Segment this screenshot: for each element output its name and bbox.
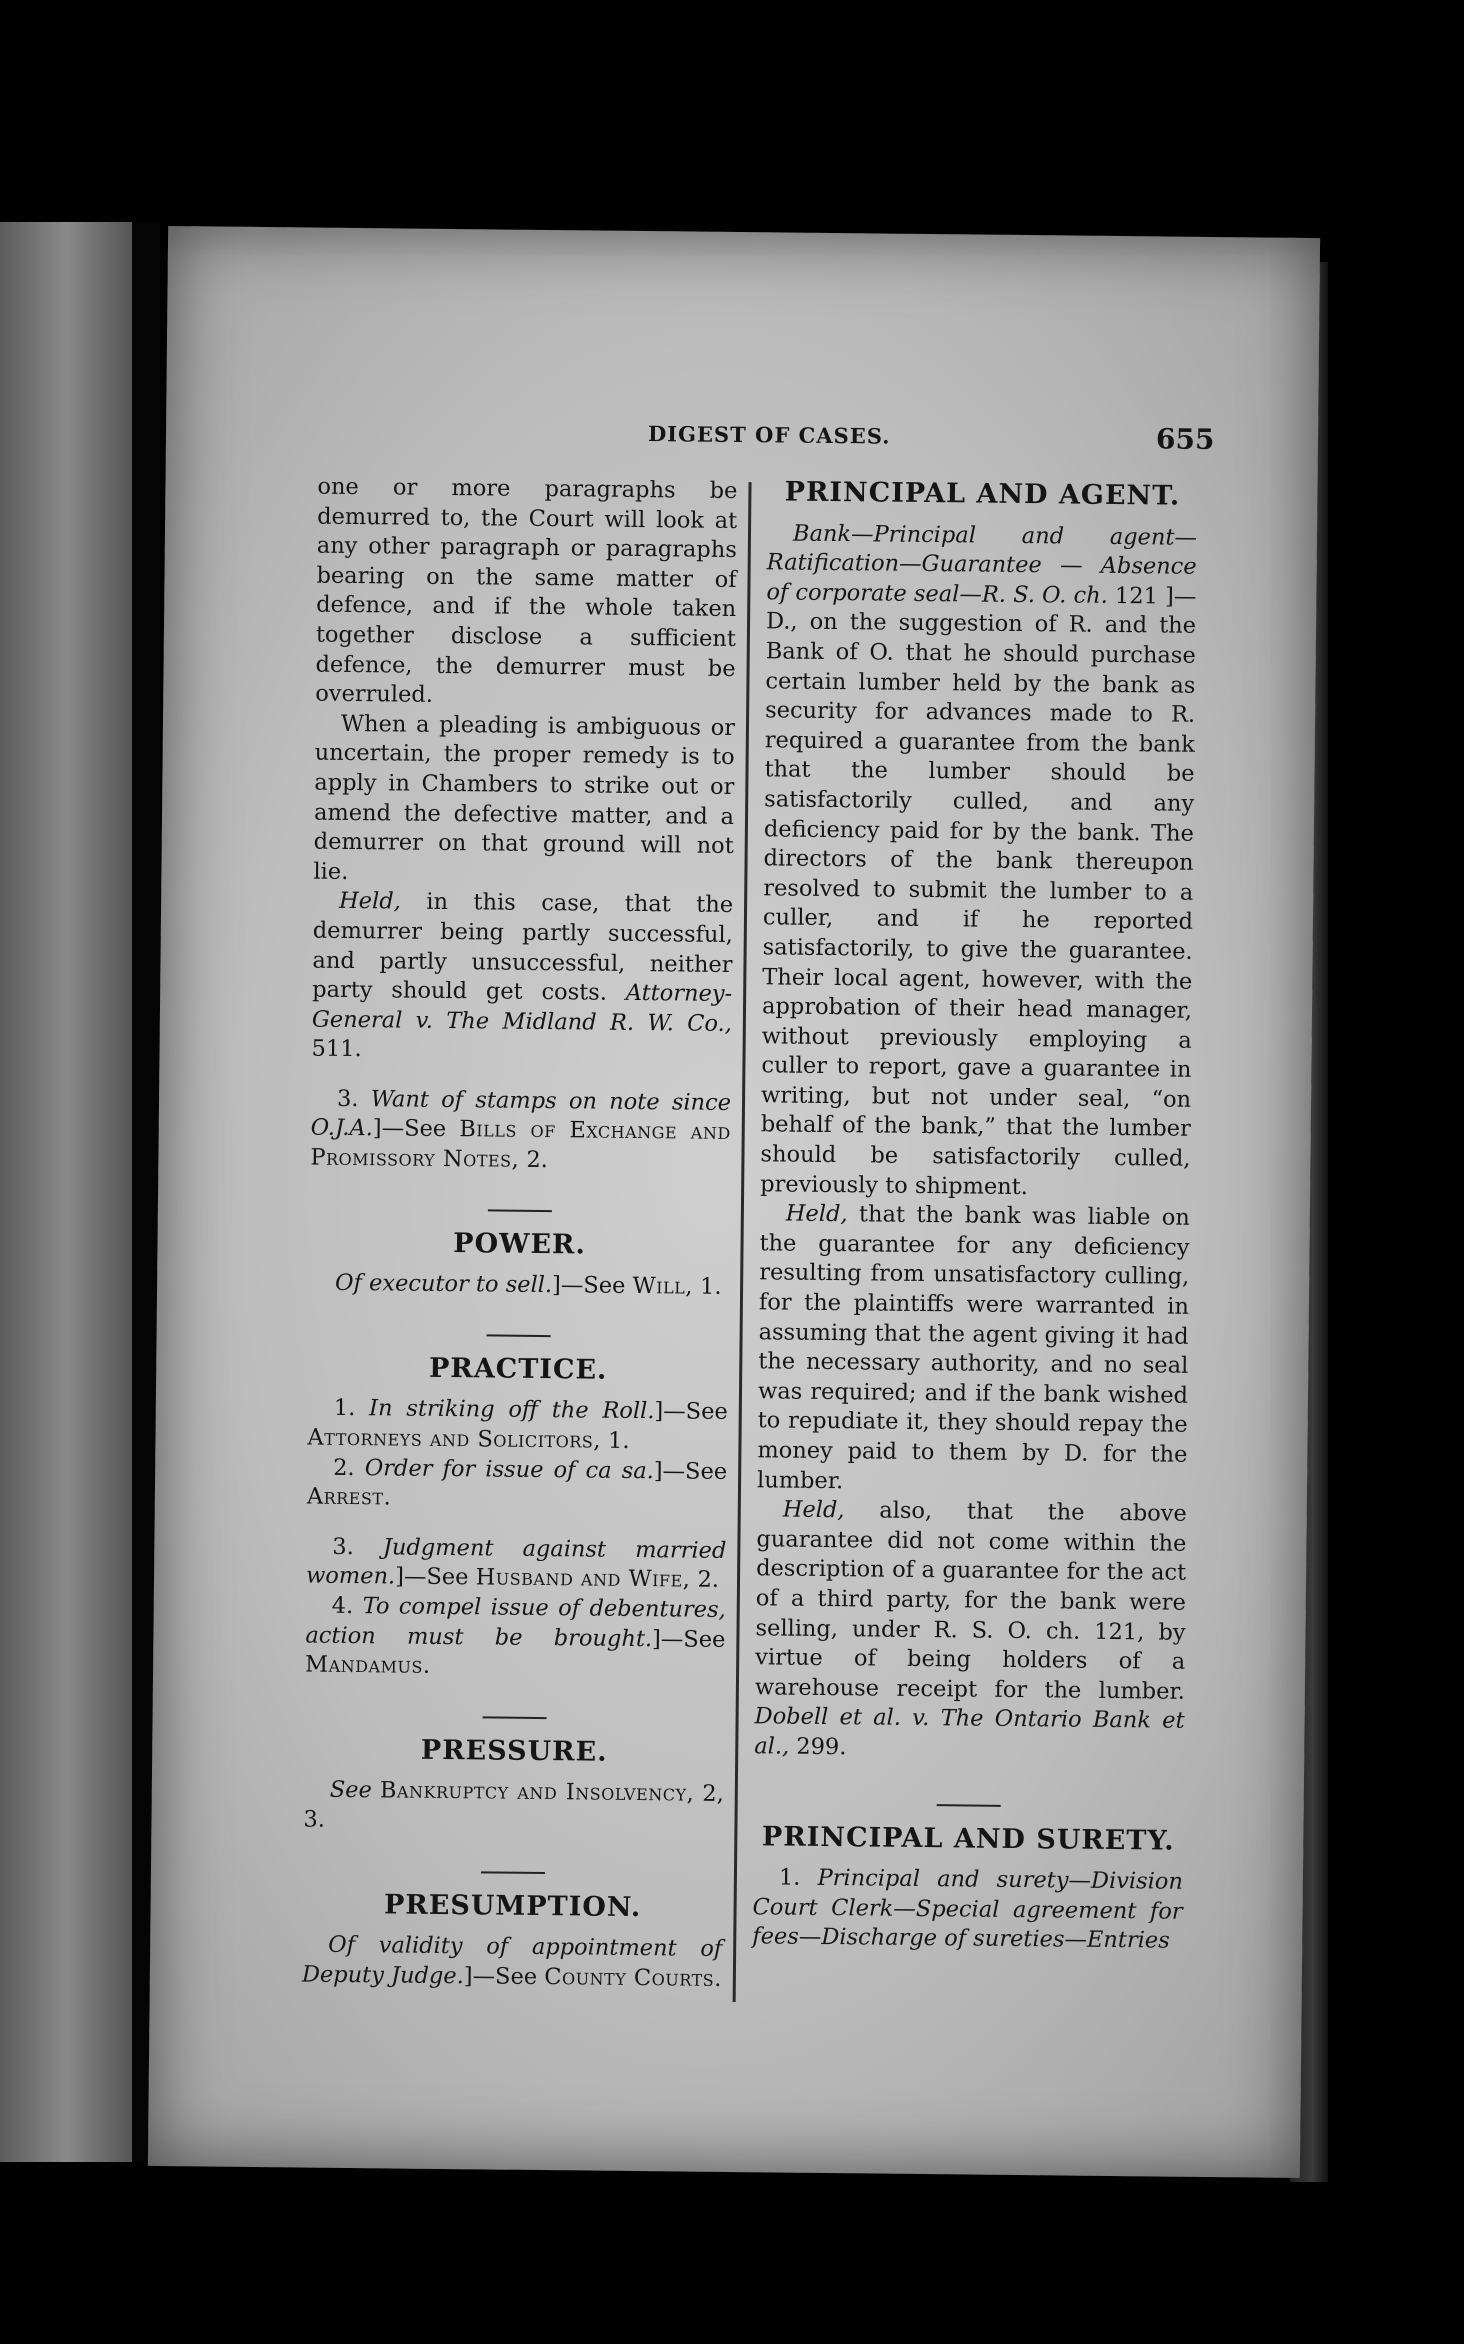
pressure-entry <box>303 1776 724 1840</box>
continuation-paragraph: one or more paragraphs be demurred to, the Court will look at any other paragraph or paragraphs bearing on the same matter of defence, and if the whole taken together disclose a sufficient defence, the demurrer must be overruled. <box>315 473 738 708</box>
entry-topic: Of executor to sell. <box>334 1270 553 1299</box>
entry-topic: Principal and surety—Division Court Clerk—Special agreement for fees—Discharge of sureties—Entries <box>752 1865 1184 1954</box>
reference-number: 1. <box>692 1273 722 1301</box>
practice-entry-2 <box>307 1453 728 1517</box>
practice-heading: PRACTICE. <box>428 1352 608 1386</box>
cross-reference: Bills of Exchange and Promissory Notes, <box>310 1116 731 1173</box>
reference-number: 2. <box>519 1146 549 1174</box>
reference-number: 2. <box>690 1566 720 1594</box>
column-divider <box>733 482 752 2002</box>
held-label: Held, <box>782 1496 845 1524</box>
held-text: in this case, that the demurrer being partly successful, and partly unsuccessful, neither party should get costs. <box>312 888 734 1006</box>
cross-reference: Arrest. <box>306 1483 392 1511</box>
held-text: also, that the above guarantee did not come within the description of a guarantee for the act of a third party, for the bank were selling, under R. S. O. ch. 121, by virtue of being holders of a warehouse receipt for the lumber. <box>754 1497 1187 1705</box>
see-text: ]—See <box>551 1272 633 1300</box>
held-label: Held, <box>785 1200 848 1228</box>
entry-topic: Order for issue of ca sa. <box>364 1454 654 1484</box>
left-page-edge <box>0 222 132 2162</box>
entry-topic: Bank—Principal and agent—Ratification—Guarantee — Absence of corporate seal—R. S. O. ch. <box>766 520 1198 609</box>
entry-number: 2. <box>333 1454 365 1481</box>
cross-reference: Bankruptcy and Insolvency, <box>379 1777 695 1807</box>
case-citation: Dobell et al. v. The Ontario Bank et al., <box>754 1703 1185 1760</box>
cross-reference: Husband and Wife, <box>475 1564 691 1593</box>
see-text: ]—See <box>651 1625 726 1653</box>
surety-entry <box>752 1863 1183 1956</box>
case-citation: Attorney-General v. The Midland R. W. Co., <box>311 979 733 1037</box>
entry-number: 1. <box>333 1395 370 1422</box>
power-entry <box>309 1269 729 1303</box>
left-column <box>302 473 738 1995</box>
practice-entry-3 <box>306 1532 727 1596</box>
stamps-entry <box>310 1084 731 1177</box>
agent-headnote <box>760 519 1197 1204</box>
see-text: ]—See <box>395 1563 476 1591</box>
right-column <box>752 477 1197 1956</box>
pressure-heading: PRESSURE. <box>420 1734 608 1768</box>
held-paragraph-1 <box>757 1200 1190 1500</box>
practice-entry-1 <box>307 1394 728 1458</box>
entry-topic: Of validity of appointment of Deputy Judge. <box>301 1931 723 1989</box>
see-text: ]—See <box>654 1398 728 1426</box>
principal-and-agent-heading: PRINCIPAL AND AGENT. <box>784 476 1181 512</box>
section-rule <box>487 1334 551 1337</box>
held-paragraph <box>311 887 733 1069</box>
entry-topic: Judgment against married women. <box>305 1534 727 1590</box>
principal-and-surety-heading: PRINCIPAL AND SURETY. <box>761 1820 1175 1857</box>
cross-reference: Mandamus. <box>304 1651 431 1680</box>
held-text: that the bank was liable on the guarantee for any deficiency resulting from unsatisfactory culling, for the plaintiffs were warranted in assuming that the agent giving it had the necessary authority, and no seal was required; and if the bank wished to repudiate it, they should repay the money paid to them by D. for the lumber. <box>756 1201 1190 1494</box>
presumption-heading: PRESUMPTION. <box>383 1888 642 1923</box>
case-page: 299. <box>789 1733 847 1761</box>
section-rule <box>481 1871 545 1874</box>
page-number: 655 <box>1155 422 1215 456</box>
see-text: See <box>329 1777 381 1804</box>
practice-entry-4 <box>305 1592 726 1685</box>
running-head: DIGEST OF CASES. <box>647 421 891 449</box>
section-rule <box>488 1209 552 1212</box>
cross-reference: Will, <box>632 1273 694 1300</box>
entry-number: 3. <box>332 1533 384 1561</box>
held-paragraph-2 <box>754 1495 1187 1766</box>
entry-number: 3. <box>336 1085 371 1113</box>
presumption-entry <box>302 1931 723 1995</box>
cross-reference: County Courts. <box>544 1963 723 1992</box>
held-label: Held, <box>338 888 401 915</box>
see-text: ]—See <box>463 1962 545 1990</box>
see-text: ]—See <box>653 1457 728 1485</box>
power-heading: POWER. <box>453 1227 586 1261</box>
section-rule <box>483 1716 547 1719</box>
book-page <box>148 226 1320 2178</box>
entry-topic: To compel issue of debentures, action must be brought. <box>305 1593 726 1652</box>
pleading-paragraph: When a pleading is ambiguous or uncertain, the proper remedy is to apply in Chambers to strike out or amend the defective matter, and a demurrer on that ground will not lie. <box>313 710 736 885</box>
statute-ref: 121 ]— <box>1107 582 1197 610</box>
reference-number: 2, 3. <box>303 1780 724 1833</box>
entry-number: 1. <box>778 1864 818 1892</box>
entry-topic: Want of stamps on note since O.J.A. <box>310 1086 732 1142</box>
cross-reference: Attorneys and Solicitors, <box>307 1424 602 1454</box>
section-rule <box>937 1804 1001 1807</box>
agent-facts: D., on the suggestion of R. and the Bank of O. that he should purchase certain lumber held by the bank as security for advances made to R. required a guarantee from the bank that the lumber should be satisfactorily culled, and any deficiency paid for by the bank. The directors of the bank thereupon resolved to submit the lumber to a culler, and if he reported satisfactorily, to give the guarantee. Their local agent, however, with the approbation of their head manager, without previously employing a culler to report, gave a guarantee in writing, but not under seal, “on behalf of the bank,” that the lumber should be satisfactorily culled, previously to shipment. <box>760 608 1197 1200</box>
case-page: 511. <box>311 1035 362 1063</box>
see-text: ]—See <box>372 1115 460 1143</box>
entry-topic: In striking off the Roll. <box>368 1395 655 1425</box>
reference-number: 1. <box>600 1427 630 1454</box>
entry-number: 4. <box>331 1592 363 1620</box>
